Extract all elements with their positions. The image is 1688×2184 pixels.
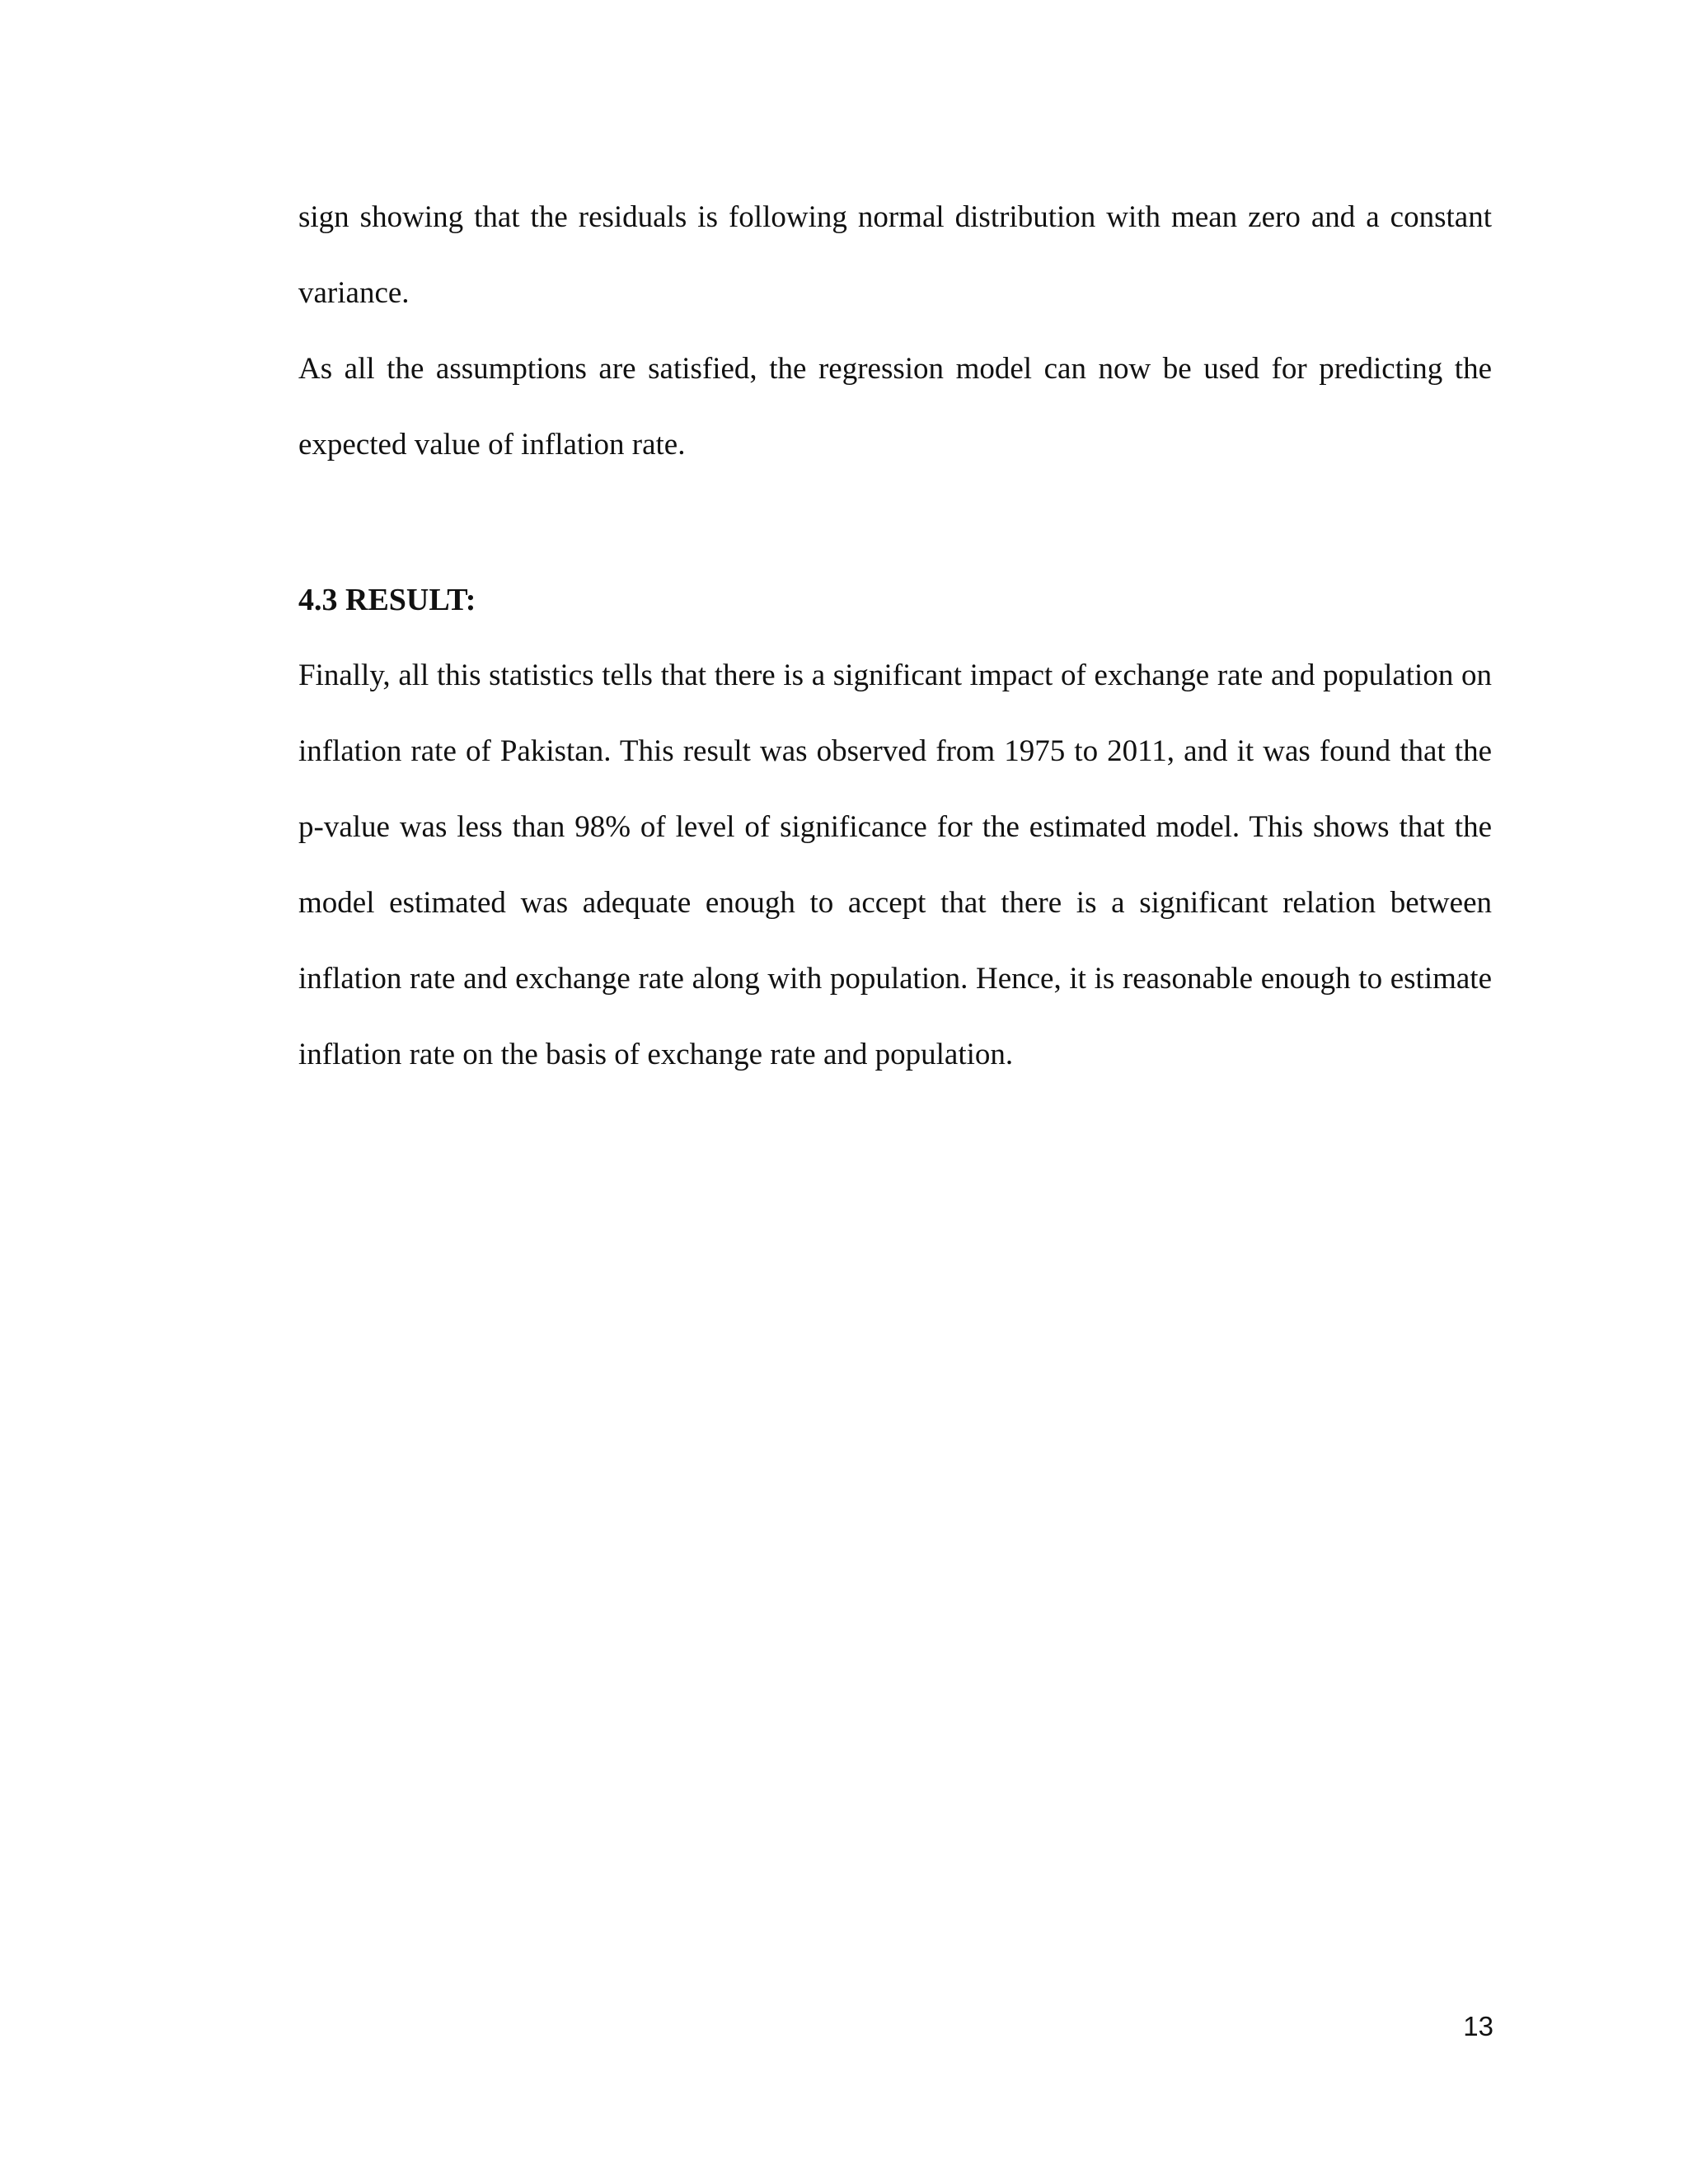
intro-paragraph-continuation: sign showing that the residuals is following normal distribution with mean zero and a constant variance. — [298, 200, 1492, 310]
result-text-block — [298, 638, 1492, 1093]
section-heading: 4.3 RESULT: — [298, 583, 476, 617]
intro-paragraph-assumptions: As all the assumptions are satisfied, the regression model can now be used for predicting the expected value of inflation rate. — [298, 352, 1492, 462]
intro-text-block — [298, 180, 1492, 483]
page-number: 13 — [1463, 2011, 1493, 2041]
result-paragraph: Finally, all this statistics tells that there is a significant impact of exchange rate and population on inflation rate of Pakistan. This result was observed from 1975 to 2011, and it was found that the p-value was less than 98% of level of significance for the estimated model. This shows that the model estimated was adequate enough to accept that there is a significant relation between inflation rate and exchange rate along with population. Hence, it is reasonable enough to estimate inflation rate on the basis of exchange rate and population. — [298, 658, 1492, 1071]
